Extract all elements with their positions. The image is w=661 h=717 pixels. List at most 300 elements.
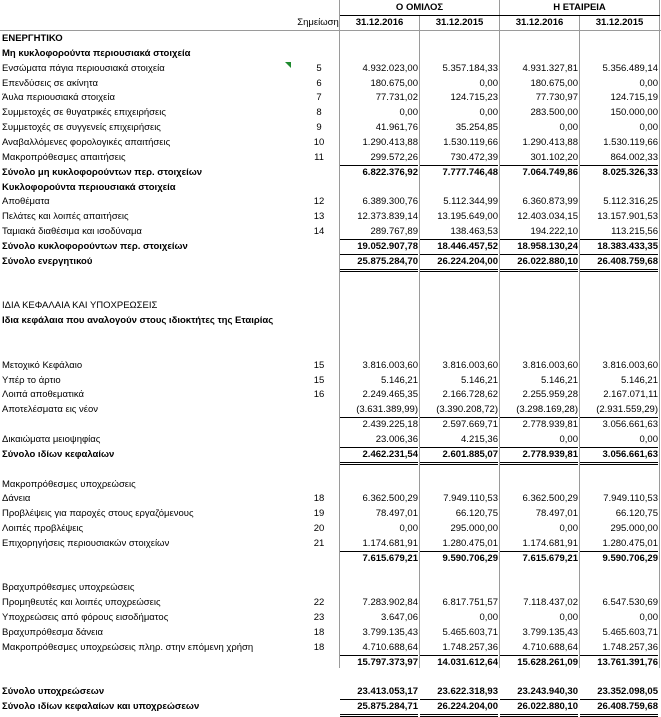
row-note [300,284,338,298]
table-row [0,433,661,447]
row-value: 23.006,36 [340,433,418,448]
row-value: 150.000,00 [610,107,658,118]
row-value: 2.439.225,18 [362,419,418,430]
row-value: 1.290.413,88 [522,137,578,148]
row-value: 12.403.034,15 [517,211,578,222]
row-value [340,567,418,581]
table-row [0,374,661,388]
row-value: 864.002,33 [580,151,658,166]
row-value: 1.748.257,36 [580,641,658,656]
row-note: 16 [313,389,325,400]
row-label: Αναβαλλόμενες φορολογικές απαιτήσεις [2,137,171,148]
row-note: 9 [316,122,322,133]
row-value: (3.631.389,99) [340,403,418,418]
table-row [0,210,661,224]
row-value [580,181,658,195]
row-label: Πελάτες και λοιπές απαιτήσεις [2,211,129,222]
row-value: 23.243.940,30 [500,685,578,700]
row-value [580,478,658,492]
row-value: 2.778.939,81 [522,419,578,430]
table-row [0,299,661,313]
table-row [0,151,661,165]
row-value [420,32,498,46]
table-row [0,537,661,551]
row-note: 10 [313,137,325,148]
row-label: Βραχυπρόθεσμα δάνεια [2,627,104,638]
row-value [420,329,498,343]
row-note [300,671,338,685]
row-value [420,284,498,298]
row-value: 4.710.688,64 [340,641,418,656]
row-value: 15.628.261,09 [517,657,578,668]
table-row [0,478,661,492]
row-value [500,32,578,46]
row-note [300,418,338,432]
table-row [0,581,661,595]
row-note: 18 [313,627,325,638]
table-row [0,507,661,521]
row-value: 26.224.204,00 [420,255,498,272]
row-note: 23 [313,612,325,623]
row-value [580,32,658,46]
row-value: 0,00 [580,433,658,448]
row-value [580,671,658,685]
row-value: 6.389.300,76 [362,196,418,207]
table-row [0,671,661,685]
row-value: 7.283.902,84 [362,597,418,608]
row-value: 5.465.603,71 [602,627,658,638]
row-value: 3.816.003,60 [522,360,578,371]
table-row [0,225,661,239]
row-value: 5.112.316,25 [603,196,658,207]
row-value: 13.157.901,53 [597,211,658,222]
row-value: 6.822.376,92 [362,167,418,178]
row-value: 6.817.751,57 [442,597,498,608]
row-value: 2.462.231,54 [340,448,418,465]
table-row [0,32,661,46]
table-row [0,47,661,61]
row-value: 1.174.681,91 [500,537,578,552]
row-value: 6.362.500,29 [362,493,418,504]
row-value: 0,00 [639,78,658,89]
row-value: 23.622.318,93 [420,685,498,700]
row-label: Υποχρεώσεις από φόρους εισοδήματος [2,612,169,623]
row-note [300,478,338,492]
row-value [420,181,498,195]
row-value: 2.255.959,28 [522,389,578,400]
row-note [300,181,338,195]
row-value: 1.290.413,88 [362,137,418,148]
row-value: 9.590.706,29 [442,553,498,564]
row-value: 1.530.119,66 [603,137,658,148]
row-note [300,463,338,477]
row-label: Συμμετοχές σε συγγενείς επιχειρήσεις [2,122,161,133]
row-value: 78.497,01 [375,508,418,519]
row-value: 0,00 [479,612,498,623]
row-value: 124.715,19 [610,92,658,103]
row-label: ΕΝΕΡΓΗΤΙΚΟ [2,33,63,44]
row-value: 78.497,01 [535,508,578,519]
table-row [0,314,661,328]
header-date-company-2016: 31.12.2016 [515,17,564,28]
table-row [0,181,661,195]
row-value: 7.777.746,48 [442,167,498,178]
row-value [340,671,418,685]
table-row [0,195,661,209]
row-label [2,567,298,581]
row-value: 5.146,21 [541,375,578,386]
table-row [0,641,661,655]
row-value: 113.215,56 [580,225,658,240]
row-value [340,581,418,595]
row-value [500,478,578,492]
row-label: Σύνολο υποχρεώσεων [2,686,105,697]
row-value: 2.249.465,35 [362,389,418,400]
row-value: 5.357.184,33 [442,63,498,74]
row-value [340,478,418,492]
table-row [0,611,661,625]
row-value: 26.408.759,68 [580,255,658,272]
row-note [300,700,338,714]
row-value: 19.052.907,78 [340,240,418,255]
row-value [340,32,418,46]
row-note: 8 [316,107,322,118]
row-value: 6.362.500,29 [522,493,578,504]
row-label: ΙΔΙΑ ΚΕΦΑΛΑΙΑ ΚΑΙ ΥΠΟΧΡΕΩΣΕΙΣ [2,300,158,311]
row-note: 7 [316,92,322,103]
row-value: 1.174.681,91 [340,537,418,552]
row-note: 18 [313,493,325,504]
row-value: 124.715,23 [450,92,498,103]
row-value: 4.710.688,64 [500,641,578,656]
row-value: 25.875.284,71 [340,700,418,717]
row-note [300,433,338,447]
row-value: 295.000,00 [450,523,498,534]
row-value [500,463,578,477]
row-value: 7.064.749,86 [522,167,578,178]
row-value [500,270,578,284]
row-note: 20 [313,523,325,534]
row-value: 26.022.880,10 [500,700,578,717]
table-row [0,359,661,373]
row-value [420,270,498,284]
row-value: 3.056.661,63 [580,448,658,465]
row-label: Σύνολο μη κυκλοφορούντων περ. στοιχείων [2,167,203,178]
row-value: 2.167.071,11 [603,389,658,400]
row-label: Δικαιώματα μειοψηφίας [2,434,101,445]
row-label [2,270,298,284]
row-label: Μακροπρόθεσμες υποχρεώσεις πληρ. στην επόμενη χρήση [2,642,254,653]
row-value: 3.816.003,60 [442,360,498,371]
row-value: 5.356.489,14 [602,63,658,74]
row-value: 4.932.023,00 [362,63,418,74]
table-row [0,388,661,402]
row-value: 0,00 [479,78,498,89]
header-company: Η ΕΤΑΙΡΕΙΑ [553,2,606,13]
row-value: 7.615.679,21 [522,553,578,564]
row-value [500,567,578,581]
table-row [0,463,661,477]
row-value: 26.022.880,10 [500,255,578,272]
row-value: 25.875.284,70 [340,255,418,272]
row-value [420,478,498,492]
row-value [500,299,578,313]
row-note [300,344,338,358]
row-note: 13 [313,211,325,222]
table-row [0,62,661,76]
row-value [580,299,658,313]
row-value: 3.799.135,43 [362,627,418,638]
row-note [300,270,338,284]
table-row [0,106,661,120]
row-note [300,299,338,313]
row-note: 6 [316,78,322,89]
row-note: 21 [313,538,325,549]
row-value: 5.146,21 [621,375,658,386]
table-row [0,522,661,536]
row-label: Δάνεια [2,493,31,504]
row-value: 66.120,75 [615,508,658,519]
row-value: 299.572,26 [340,151,418,166]
row-value [340,181,418,195]
row-label: Προβλέψεις για παροχές στους εργαζόμενους [2,508,194,519]
row-note [300,448,338,462]
row-value: 13.761.391,76 [597,657,658,668]
row-value [500,581,578,595]
row-value: 18.446.457,52 [420,240,498,255]
row-value: 4.215,36 [420,433,498,448]
row-value: 3.816.003,60 [362,360,418,371]
row-label [2,552,298,566]
row-label: Επενδύσεις σε ακίνητα [2,78,99,89]
row-value: 12.373.839,14 [357,211,418,222]
row-note [300,166,338,180]
row-note [300,403,338,417]
row-value: (3.298.169,28) [500,403,578,418]
row-value [420,567,498,581]
table-row [0,91,661,105]
row-value: 1.280.475,01 [580,537,658,552]
row-label: Μακροπρόθεσμες υποχρεώσεις [2,479,136,490]
row-value: 6.360.873,99 [522,196,578,207]
row-label: Λοιπές προβλέψεις [2,523,84,534]
row-value: 295.000,00 [610,523,658,534]
row-value: 0,00 [500,433,578,448]
row-note: 15 [313,360,325,371]
row-value: 6.547.530,69 [602,597,658,608]
header-bottom-rule [0,30,661,31]
row-value: 13.195.649,00 [437,211,498,222]
row-value [420,47,498,61]
row-value: 0,00 [399,107,418,118]
row-value [420,671,498,685]
row-value: (2.931.559,29) [580,403,658,418]
row-label: Αποτελέσματα εις νέον [2,404,99,415]
row-value: 0,00 [399,523,418,534]
row-note [300,581,338,595]
row-value: 3.799.135,43 [522,627,578,638]
row-value: 66.120,75 [455,508,498,519]
row-note [300,685,338,699]
row-value [580,567,658,581]
row-value: 283.500,00 [530,107,578,118]
row-value: 0,00 [559,523,578,534]
row-value: 2.601.885,07 [420,448,498,465]
row-value: 18.958.130,24 [500,240,578,255]
row-value [580,284,658,298]
header-date-company-2015: 31.12.2015 [595,17,644,28]
table-row [0,77,661,91]
row-value: 7.118.437,02 [523,597,578,608]
row-label: Προμηθευτές και λοιπές υποχρεώσεις [2,597,161,608]
table-row [0,329,661,343]
row-value [340,299,418,313]
table-row [0,270,661,284]
row-value [500,671,578,685]
row-value: 180.675,00 [370,78,418,89]
table-row [0,136,661,150]
row-note [300,32,338,46]
row-note [300,567,338,581]
row-value: 41.961,76 [375,122,418,133]
row-label [2,329,298,343]
row-value: 2.166.728,62 [442,389,498,400]
table-row [0,552,661,566]
row-value: 138.463,53 [420,225,498,240]
row-value: 26.408.759,68 [580,700,658,717]
row-note [300,314,338,328]
row-value: 5.146,21 [381,375,418,386]
row-value [580,581,658,595]
row-value: 18.383.433,35 [580,240,658,255]
row-value: 7.615.679,21 [362,553,418,564]
row-label: Σύνολο ιδίων κεφαλαίων και υποχρεώσεων [2,701,200,712]
row-value: 5.112.344,99 [443,196,498,207]
row-label: Άυλα περιουσιακά στοιχεία [2,92,115,103]
row-value: 2.778.939,81 [500,448,578,465]
row-note [300,552,338,566]
row-label: Ιδια κεφάλαια που αναλογούν στους ιδιοκτήτες της Εταιρίας [2,315,274,326]
row-label: Ταμιακά διαθέσιμα και ισοδύναμα [2,226,142,237]
table-row [0,344,661,358]
row-note [300,240,338,254]
row-value: 0,00 [559,612,578,623]
header-date-group-2015: 31.12.2015 [435,17,484,28]
row-value [500,329,578,343]
row-value: 1.748.257,36 [420,641,498,656]
row-value: 35.254,85 [455,122,498,133]
row-value: 5.146,21 [461,375,498,386]
table-row [0,166,661,180]
row-value: 301.102,20 [500,151,578,166]
row-value [500,284,578,298]
row-value [580,314,658,328]
row-label: Μη κυκλοφορούντα περιουσιακά στοιχεία [2,48,191,59]
row-value: 0,00 [479,107,498,118]
row-label [2,344,298,358]
row-value: 77.731,02 [375,92,418,103]
row-value: (3.390.208,72) [420,403,498,418]
row-value [580,47,658,61]
row-value: 77.730,97 [535,92,578,103]
row-value [340,344,418,358]
table-row [0,255,661,269]
row-value [420,463,498,477]
table-row [0,492,661,506]
row-value [340,314,418,328]
row-note: 12 [313,196,325,207]
row-label: Επιχορηγήσεις περιουσιακών στοιχείων [2,538,170,549]
row-label: Μετοχικό Κεφάλαιο [2,360,83,371]
row-label: Βραχυπρόθεσμες υποχρεώσεις [2,582,135,593]
row-value: 194.222,10 [500,225,578,240]
row-value: 9.590.706,29 [602,553,658,564]
row-value: 14.031.612,64 [437,657,498,668]
row-value: 0,00 [639,122,658,133]
table-row [0,596,661,610]
row-label [2,284,298,298]
header-date-group-2016: 31.12.2016 [355,17,404,28]
row-note: 18 [313,642,325,653]
header-note: Σημείωση [297,17,339,28]
row-value [420,299,498,313]
row-value [420,581,498,595]
row-value: 23.352.098,05 [580,685,658,700]
row-label: Συμμετοχές σε θυγατρικές επιχειρήσεις [2,107,166,118]
row-value: 3.816.003,60 [602,360,658,371]
row-label: Σύνολο ενεργητικού [2,256,93,267]
row-label: Ενσώματα πάγια περιουσιακά στοιχεία [2,63,165,74]
row-value: 4.931.327,81 [522,63,578,74]
table-row [0,685,661,699]
header-group: Ο ΟΜΙΛΟΣ [395,2,444,13]
row-value: 0,00 [639,612,658,623]
row-note: 5 [316,63,322,74]
row-value: 180.675,00 [530,78,578,89]
row-label: Μακροπρόθεσμες απαιτήσεις [2,152,126,163]
row-value [500,344,578,358]
row-value: 289.767,89 [340,225,418,240]
row-value [580,270,658,284]
row-value [580,329,658,343]
row-value [340,329,418,343]
row-value [340,284,418,298]
row-note: 19 [313,508,325,519]
row-value [580,463,658,477]
row-value: 23.413.053,17 [340,685,418,700]
row-note: 11 [314,152,324,163]
table-row [0,448,661,462]
row-note [300,47,338,61]
row-note [300,329,338,343]
row-value: 26.224.204,00 [420,700,498,717]
row-value: 1.280.475,01 [420,537,498,552]
table-row [0,403,661,417]
table-row [0,284,661,298]
row-value [420,314,498,328]
row-value: 2.597.669,71 [442,419,498,430]
row-value: 7.949.110,53 [603,493,658,504]
table-row [0,121,661,135]
row-label: Σύνολο ιδίων κεφαλαίων [2,449,115,460]
row-label: Αποθέματα [2,196,50,207]
row-value [340,270,418,284]
row-value: 8.025.326,33 [602,167,658,178]
row-label: Σύνολο κυκλοφορούντων περ. στοιχείων [2,241,188,252]
row-value: 15.797.373,97 [357,657,418,668]
row-value [340,47,418,61]
row-label [2,671,298,685]
